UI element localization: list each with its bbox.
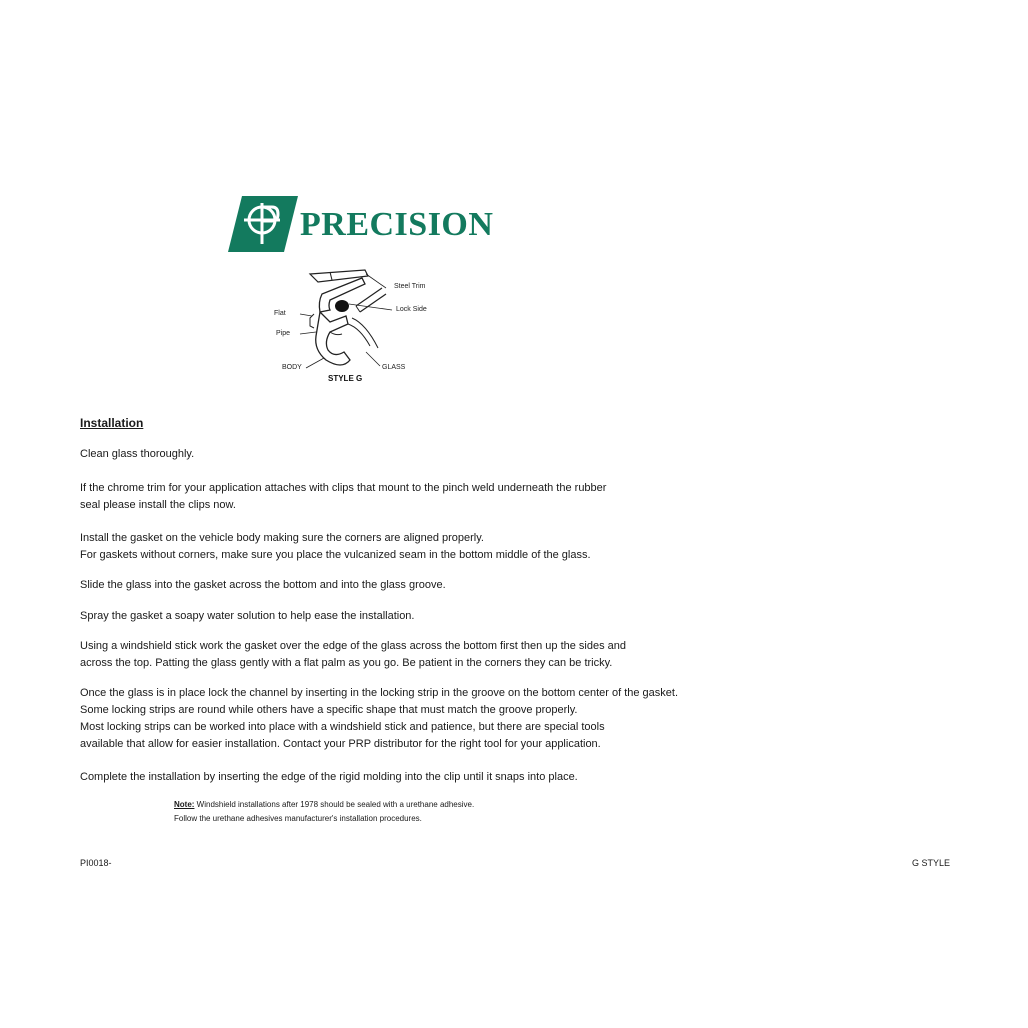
paragraph-4: [80, 577, 446, 594]
paragraph-line: Once the glass is in place lock the channel by inserting in the locking strip in the groove on the bottom center of the gasket.: [80, 687, 679, 699]
paragraph-line: If the chrome trim for your application attaches with clips that mount to the pinch weld underneath the rubber: [80, 482, 607, 494]
paragraph-line: available that allow for easier installation. Contact your PRP distributor for the right tool for your application.: [80, 738, 601, 750]
paragraph-line: Slide the glass into the gasket across the bottom and into the glass groove.: [80, 579, 446, 591]
diagram-label-lock-side: Lock Side: [396, 306, 427, 313]
paragraph-line: Spray the gasket a soapy water solution to help ease the installation.: [80, 610, 415, 622]
paragraph-line: Using a windshield stick work the gasket over the edge of the glass across the bottom first then up the sides and: [80, 640, 627, 652]
paragraph-7: [80, 685, 678, 753]
paragraph-6: [80, 638, 626, 672]
paragraph-5: [80, 608, 415, 625]
installation-heading: Installation: [80, 416, 144, 430]
diagram-title: STYLE G: [328, 374, 363, 383]
paragraph-line: Clean glass thoroughly.: [80, 448, 195, 460]
diagram-label-steel-trim: Steel Trim: [394, 283, 426, 290]
paragraph-2: [80, 480, 606, 514]
urethane-note: [174, 798, 474, 826]
precision-logo: [228, 194, 548, 254]
paragraph-line: across the top. Patting the glass gently with a flat palm as you go. Be patient in the corners they can be tricky.: [80, 657, 613, 669]
paragraph-line: Some locking strips are round while others have a specific shape that must match the groove properly.: [80, 704, 578, 716]
paragraph-line: seal please install the clips now.: [80, 499, 236, 511]
gasket-diagram: [270, 266, 445, 391]
diagram-label-glass: GLASS: [382, 364, 406, 371]
paragraph-1: [80, 446, 194, 463]
precision-logo-icon: [228, 194, 298, 254]
note-line-1: [174, 798, 474, 812]
note-line-2: Follow the urethane adhesives manufacturer's installation procedures.: [174, 814, 422, 823]
document-code: PI0018-: [80, 858, 112, 868]
paragraph-line: Most locking strips can be worked into place with a windshield stick and patience, but there are special tools: [80, 721, 605, 733]
style-label: G STYLE: [911, 858, 950, 868]
paragraph-8: [80, 769, 578, 786]
diagram-label-flat: Flat: [274, 310, 286, 317]
paragraph-line: For gaskets without corners, make sure you place the vulcanized seam in the bottom middle of the glass.: [80, 549, 591, 561]
brand-name: PRECISION: [300, 206, 494, 243]
diagram-label-body: BODY: [282, 364, 302, 371]
note-text-1: Windshield installations after 1978 should be sealed with a urethane adhesive.: [194, 800, 475, 809]
note-label: Note:: [174, 800, 195, 809]
paragraph-3: [80, 530, 591, 564]
paragraph-line: Complete the installation by inserting the edge of the rigid molding into the clip until it snaps into place.: [80, 771, 578, 783]
paragraph-line: Install the gasket on the vehicle body making sure the corners are aligned properly.: [80, 532, 484, 544]
diagram-label-pipe: Pipe: [276, 330, 291, 337]
